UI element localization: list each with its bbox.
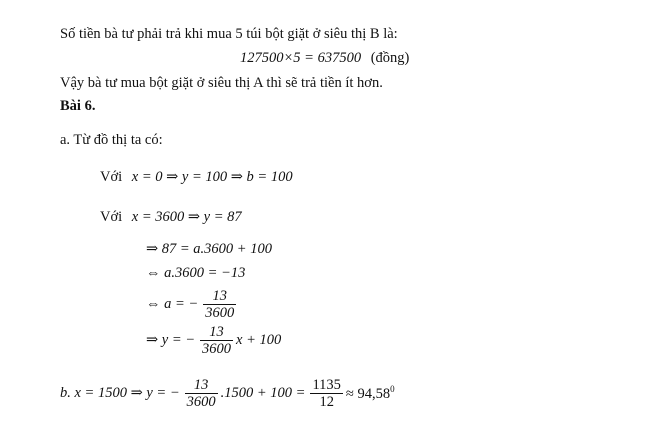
step-4-rhs: x + 100	[236, 331, 282, 348]
step-4	[146, 320, 284, 360]
step-2: ⇔ a.3600 = −13	[146, 265, 246, 281]
approx-value: ≈ 94,58	[345, 385, 391, 402]
case-2-line	[100, 208, 242, 226]
cost-unit: (đồng)	[370, 50, 410, 66]
case-2-equation: x = 3600 ⇒ y = 87	[131, 209, 242, 225]
with-word-1: Với	[100, 169, 123, 185]
case-1-line	[100, 168, 293, 186]
fraction-numerator: 13	[203, 288, 236, 305]
section-heading: Bài 6.	[60, 98, 96, 114]
fraction-denominator: 3600	[202, 340, 232, 357]
fraction-numerator: 13	[200, 324, 233, 341]
case-1-equation: x = 0 ⇒ y = 100 ⇒ b = 100	[131, 169, 293, 185]
fraction-13-over-3600	[185, 377, 218, 410]
step-1: ⇒ 87 = a.3600 + 100	[146, 241, 272, 257]
part-a-intro: a. Từ đồ thị ta có:	[60, 132, 163, 148]
part-b-lhs: b. x = 1500 ⇒ y = −	[60, 384, 180, 401]
part-b-mid: .1500 + 100 =	[220, 384, 306, 401]
step-3	[146, 284, 239, 324]
intro-line: Số tiền bà tư phải trả khi mua 5 túi bột giặt ở siêu thị B là:	[60, 26, 398, 42]
fraction-numerator: 1135	[312, 376, 341, 393]
fraction-13-over-3600	[203, 288, 236, 321]
fraction-13-over-3600	[200, 324, 233, 357]
degree-superscript: 0	[390, 383, 395, 394]
fraction-1135-over-12	[310, 377, 342, 410]
fraction-denominator: 12	[319, 393, 334, 410]
part-b-line	[60, 373, 398, 413]
fraction-denominator: 3600	[205, 304, 235, 321]
step-4-lhs: ⇒ y = −	[146, 331, 196, 348]
fraction-denominator: 3600	[186, 393, 216, 410]
fraction-numerator: 13	[185, 377, 218, 394]
cost-expression	[240, 49, 409, 67]
step-3-lhs: ⇔ a = −	[146, 295, 199, 312]
with-word-2: Với	[100, 209, 123, 225]
part-b-approx	[346, 384, 395, 403]
cost-equation: 127500×5 = 637500	[240, 50, 362, 66]
conclusion-line: Vậy bà tư mua bột giặt ở siêu thị A thì sẽ trả tiền ít hơn.	[60, 75, 383, 91]
